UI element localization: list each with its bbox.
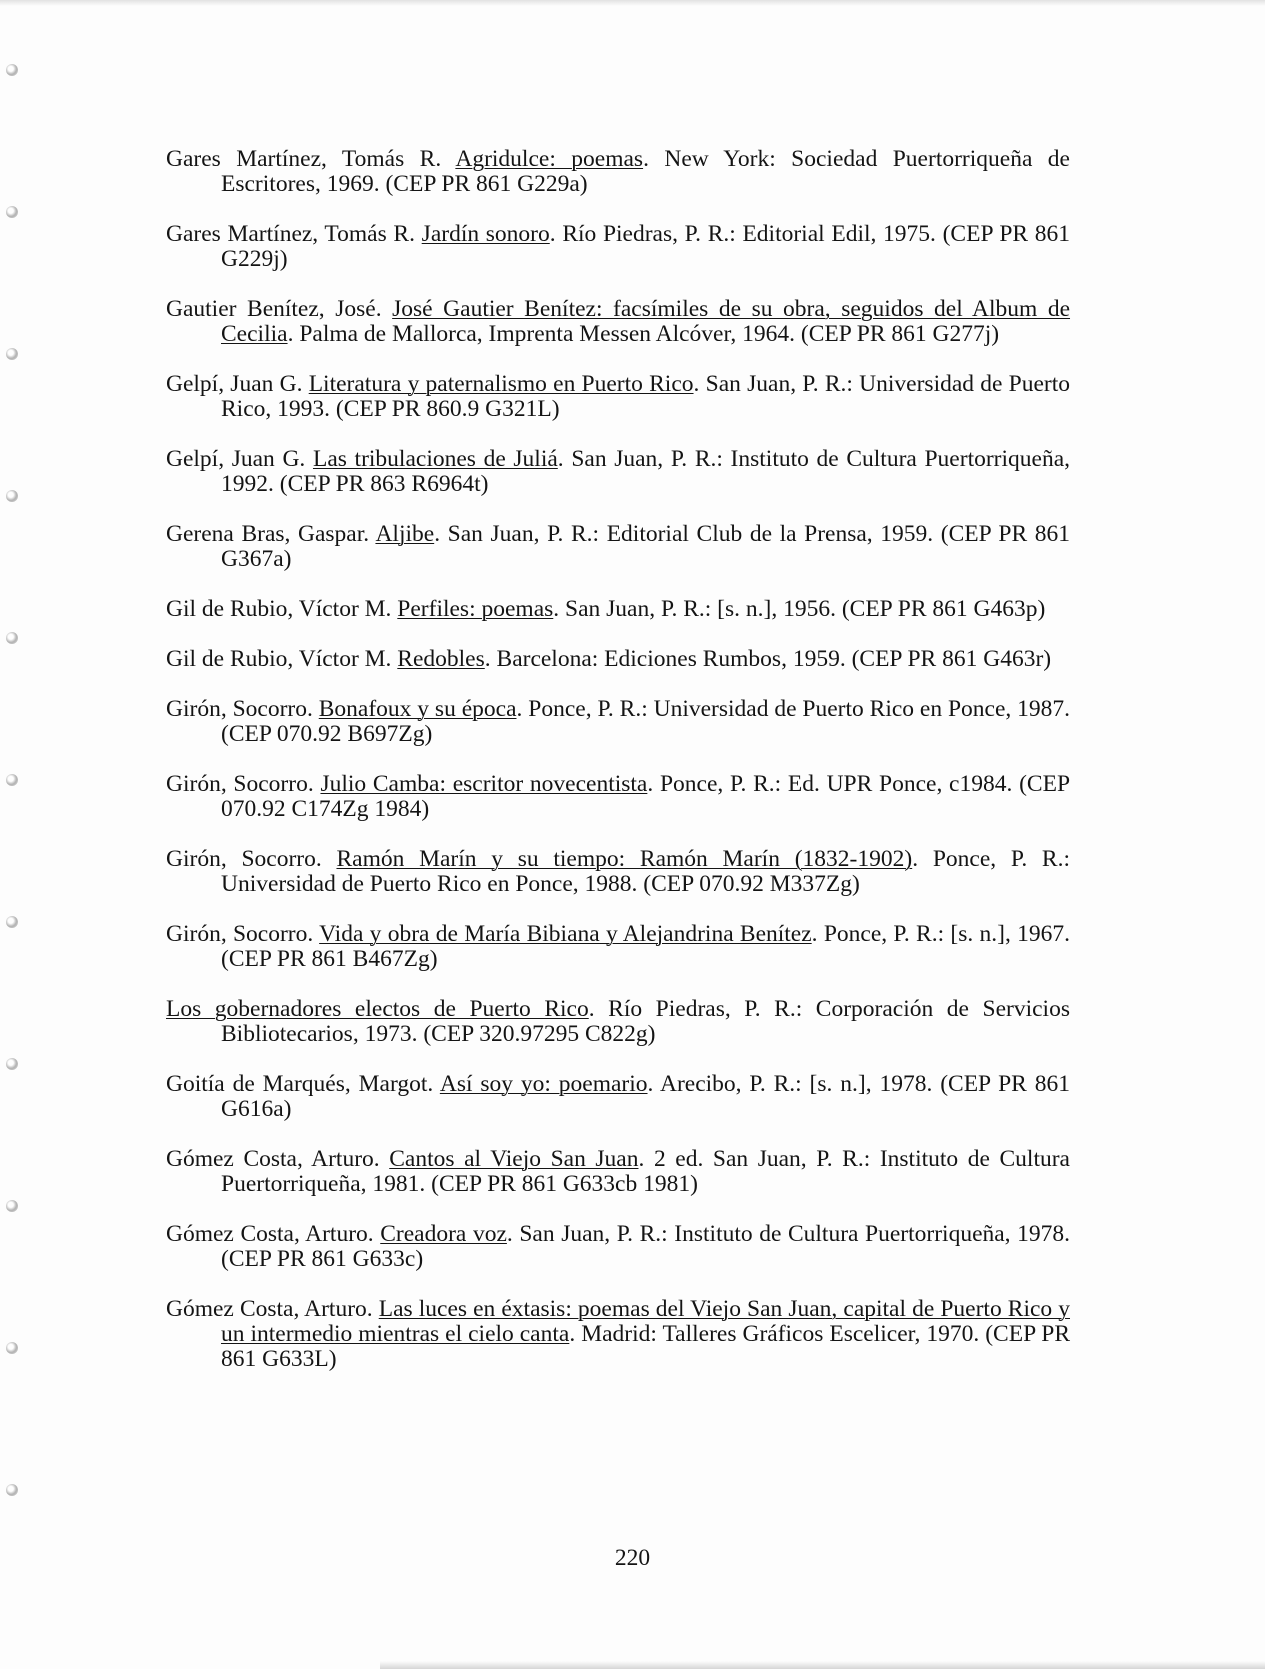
bibliography-entry: Gil de Rubio, Víctor M. Perfiles: poemas. San Juan, P. R.: [s. n.], 1956. (CEP PR 861 G463p): [166, 596, 1046, 622]
entry-author: Gómez Costa, Arturo.: [166, 1221, 374, 1247]
entry-author: Girón, Socorro.: [166, 921, 314, 947]
entry-title: Creadora voz: [380, 1221, 507, 1247]
bibliography-entry: Girón, Socorro. Julio Camba: escritor novecentista. Ponce, P. R.: Ed. UPR Ponce, c1984. (CEP 070.92 C174Zg 1984): [166, 771, 1071, 822]
entry-title: Julio Camba: escritor novecentista: [320, 771, 648, 797]
binder-hole: [6, 1200, 18, 1212]
binder-hole: [6, 64, 18, 76]
entry-title: Vida y obra de María Bibiana y Alejandrina Benítez: [319, 921, 812, 947]
entry-author: Gautier Benítez, José.: [166, 296, 382, 322]
entry-author: Gómez Costa, Arturo.: [166, 1296, 373, 1322]
binder-hole: [6, 490, 18, 502]
entry-author: Gil de Rubio, Víctor M.: [166, 646, 392, 672]
entry-title: Jardín sonoro: [421, 221, 550, 247]
binder-hole: [6, 206, 18, 218]
entry-publication: Ponce, P. R.: Universidad de Puerto Rico en Ponce, 1987. (CEP 070.92 B697Zg): [221, 696, 1071, 747]
entry-publication: Ponce, P. R.: [s. n.], 1967. (CEP PR 861 B467Zg): [221, 921, 1070, 972]
entry-publication: Arecibo, P. R.: [s. n.], 1978. (CEP PR 861 G616a): [221, 1071, 1070, 1122]
bibliography-entry: Gautier Benítez, José. José Gautier Benítez: facsímiles de su obra, seguidos del Album de Cecilia. Palma de Mallorca, Imprenta Messen Alcóver, 1964. (CEP PR 861 G277j): [166, 296, 1071, 347]
bibliography-entry: Gil de Rubio, Víctor M. Redobles. Barcelona: Ediciones Rumbos, 1959. (CEP PR 861 G463r): [166, 646, 1052, 672]
entry-author: Gelpí, Juan G.: [166, 446, 306, 472]
entry-title: José Gautier Benítez: facsímiles de su obra, seguidos del Album de Cecilia: [221, 296, 1071, 347]
entry-publication: 2 ed. San Juan, P. R.: Instituto de Cultura Puertorriqueña, 1981. (CEP PR 861 G633cb 1981): [221, 1146, 1070, 1197]
entry-author: Gerena Bras, Gaspar.: [166, 521, 370, 547]
entry-title: Aljibe: [375, 521, 435, 547]
entry-title: Perfiles: poemas: [397, 596, 554, 622]
entry-title: Cantos al Viejo San Juan: [389, 1146, 639, 1172]
entry-author: Gelpí, Juan G.: [166, 371, 303, 397]
bibliography-entry: Gómez Costa, Arturo. Las luces en éxtasis: poemas del Viejo San Juan, capital de Puerto Rico y un intermedio mientras el cielo canta. Madrid: Talleres Gráficos Escelicer, 1970. (CEP PR 861 G633L): [166, 1296, 1071, 1372]
page-top-edge: [0, 0, 1265, 6]
binder-holes: [6, 0, 22, 1669]
entry-publication: Madrid: Talleres Gráficos Escelicer, 1970. (CEP PR 861 G633L): [221, 1321, 1071, 1372]
entry-author: Goitía de Marqués, Margot.: [166, 1071, 434, 1097]
binder-hole: [6, 1484, 18, 1496]
bibliography-entry: Girón, Socorro. Vida y obra de María Bibiana y Alejandrina Benítez. Ponce, P. R.: [s. n.], 1967. (CEP PR 861 B467Zg): [166, 921, 1070, 972]
entry-publication: Barcelona: Ediciones Rumbos, 1959. (CEP PR 861 G463r): [496, 646, 1052, 672]
binder-hole: [6, 1058, 18, 1070]
bibliography-entry: Gómez Costa, Arturo. Cantos al Viejo San Juan. 2 ed. San Juan, P. R.: Instituto de Cultura Puertorriqueña, 1981. (CEP PR 861 G633cb 1981): [166, 1146, 1070, 1197]
binder-hole: [6, 1342, 18, 1354]
bibliography-entry: Goitía de Marqués, Margot. Así soy yo: poemario. Arecibo, P. R.: [s. n.], 1978. (CEP PR 861 G616a): [166, 1071, 1070, 1122]
entry-author: Girón, Socorro.: [166, 696, 313, 722]
entry-title: Los gobernadores electos de Puerto Rico: [166, 996, 589, 1022]
binder-hole: [6, 348, 18, 360]
bibliography-entry: Gómez Costa, Arturo. Creadora voz. San Juan, P. R.: Instituto de Cultura Puertorriqueña, 1978. (CEP PR 861 G633c): [166, 1221, 1071, 1272]
entry-publication: San Juan, P. R.: [s. n.], 1956. (CEP PR 861 G463p): [565, 596, 1046, 622]
entry-author: Gómez Costa, Arturo.: [166, 1146, 380, 1172]
entry-publication: San Juan, P. R.: Universidad de Puerto Rico, 1993. (CEP PR 860.9 G321L): [221, 371, 1071, 422]
entry-publication: Río Piedras, P. R.: Editorial Edil, 1975. (CEP PR 861 G229j): [221, 221, 1071, 272]
entry-author: Girón, Socorro.: [166, 846, 322, 872]
entry-author: Gares Martínez, Tomás R.: [166, 221, 415, 247]
entry-author: Gares Martínez, Tomás R.: [166, 146, 442, 172]
bibliography-entry: Girón, Socorro. Ramón Marín y su tiempo: Ramón Marín (1832-1902). Ponce, P. R.: Universidad de Puerto Rico en Ponce, 1988. (CEP 070.92 M337Zg): [166, 846, 1071, 897]
bibliography-entry: Los gobernadores electos de Puerto Rico. Río Piedras, P. R.: Corporación de Servicios Bibliotecarios, 1973. (CEP 320.97295 C822g): [166, 996, 1070, 1047]
page-bottom-edge: [380, 1661, 1265, 1669]
entry-title: Redobles: [397, 646, 485, 672]
entry-title: Agridulce: poemas: [455, 146, 644, 172]
entry-publication: Río Piedras, P. R.: Corporación de Servicios Bibliotecarios, 1973. (CEP 320.97295 C822g): [221, 996, 1070, 1047]
entry-publication: New York: Sociedad Puertorriqueña de Escritores, 1969. (CEP PR 861 G229a): [221, 146, 1070, 197]
binder-hole: [6, 632, 18, 644]
entry-title: Las tribulaciones de Juliá: [312, 446, 558, 472]
entry-title: Ramón Marín y su tiempo: Ramón Marín (1832-1902): [336, 846, 913, 872]
bibliography-entry: Gelpí, Juan G. Literatura y paternalismo en Puerto Rico. San Juan, P. R.: Universidad de Puerto Rico, 1993. (CEP PR 860.9 G321L): [166, 371, 1071, 422]
bibliography-entry: Girón, Socorro. Bonafoux y su época. Ponce, P. R.: Universidad de Puerto Rico en Ponce, 1987. (CEP 070.92 B697Zg): [166, 696, 1071, 747]
bibliography-list: [166, 147, 1070, 1372]
entry-author: Girón, Socorro.: [166, 771, 314, 797]
entry-publication: San Juan, P. R.: Instituto de Cultura Puertorriqueña, 1992. (CEP PR 863 R6964t): [221, 446, 1071, 497]
binder-hole: [6, 774, 18, 786]
entry-title: Bonafoux y su época: [318, 696, 517, 722]
bibliography-entry: Gelpí, Juan G. Las tribulaciones de Juliá. San Juan, P. R.: Instituto de Cultura Puertorriqueña, 1992. (CEP PR 863 R6964t): [166, 446, 1071, 497]
entry-publication: Ponce, P. R.: Ed. UPR Ponce, c1984. (CEP 070.92 C174Zg 1984): [221, 771, 1071, 822]
entry-title: Así soy yo: poemario: [439, 1071, 648, 1097]
binder-hole: [6, 916, 18, 928]
bibliography-entry: Gares Martínez, Tomás R. Jardín sonoro. Río Piedras, P. R.: Editorial Edil, 1975. (CEP PR 861 G229j): [166, 221, 1071, 272]
entry-author: Gil de Rubio, Víctor M.: [166, 596, 392, 622]
entry-publication: Palma de Mallorca, Imprenta Messen Alcóver, 1964. (CEP PR 861 G277j): [299, 321, 1000, 347]
entry-publication: San Juan, P. R.: Editorial Club de la Prensa, 1959. (CEP PR 861 G367a): [221, 521, 1071, 572]
entry-publication: San Juan, P. R.: Instituto de Cultura Puertorriqueña, 1978. (CEP PR 861 G633c): [221, 1221, 1071, 1272]
entry-publication: Ponce, P. R.: Universidad de Puerto Rico en Ponce, 1988. (CEP 070.92 M337Zg): [221, 846, 1071, 897]
bibliography-entry: Gerena Bras, Gaspar. Aljibe. San Juan, P. R.: Editorial Club de la Prensa, 1959. (CEP PR 861 G367a): [166, 521, 1071, 572]
page-number: 220: [614, 1545, 651, 1571]
entry-title: Las luces en éxtasis: poemas del Viejo San Juan, capital de Puerto Rico y un intermedio mientras el cielo canta: [221, 1296, 1070, 1347]
entry-title: Literatura y paternalismo en Puerto Rico: [308, 371, 694, 397]
bibliography-entry: Gares Martínez, Tomás R. Agridulce: poemas. New York: Sociedad Puertorriqueña de Escritores, 1969. (CEP PR 861 G229a): [166, 146, 1070, 197]
